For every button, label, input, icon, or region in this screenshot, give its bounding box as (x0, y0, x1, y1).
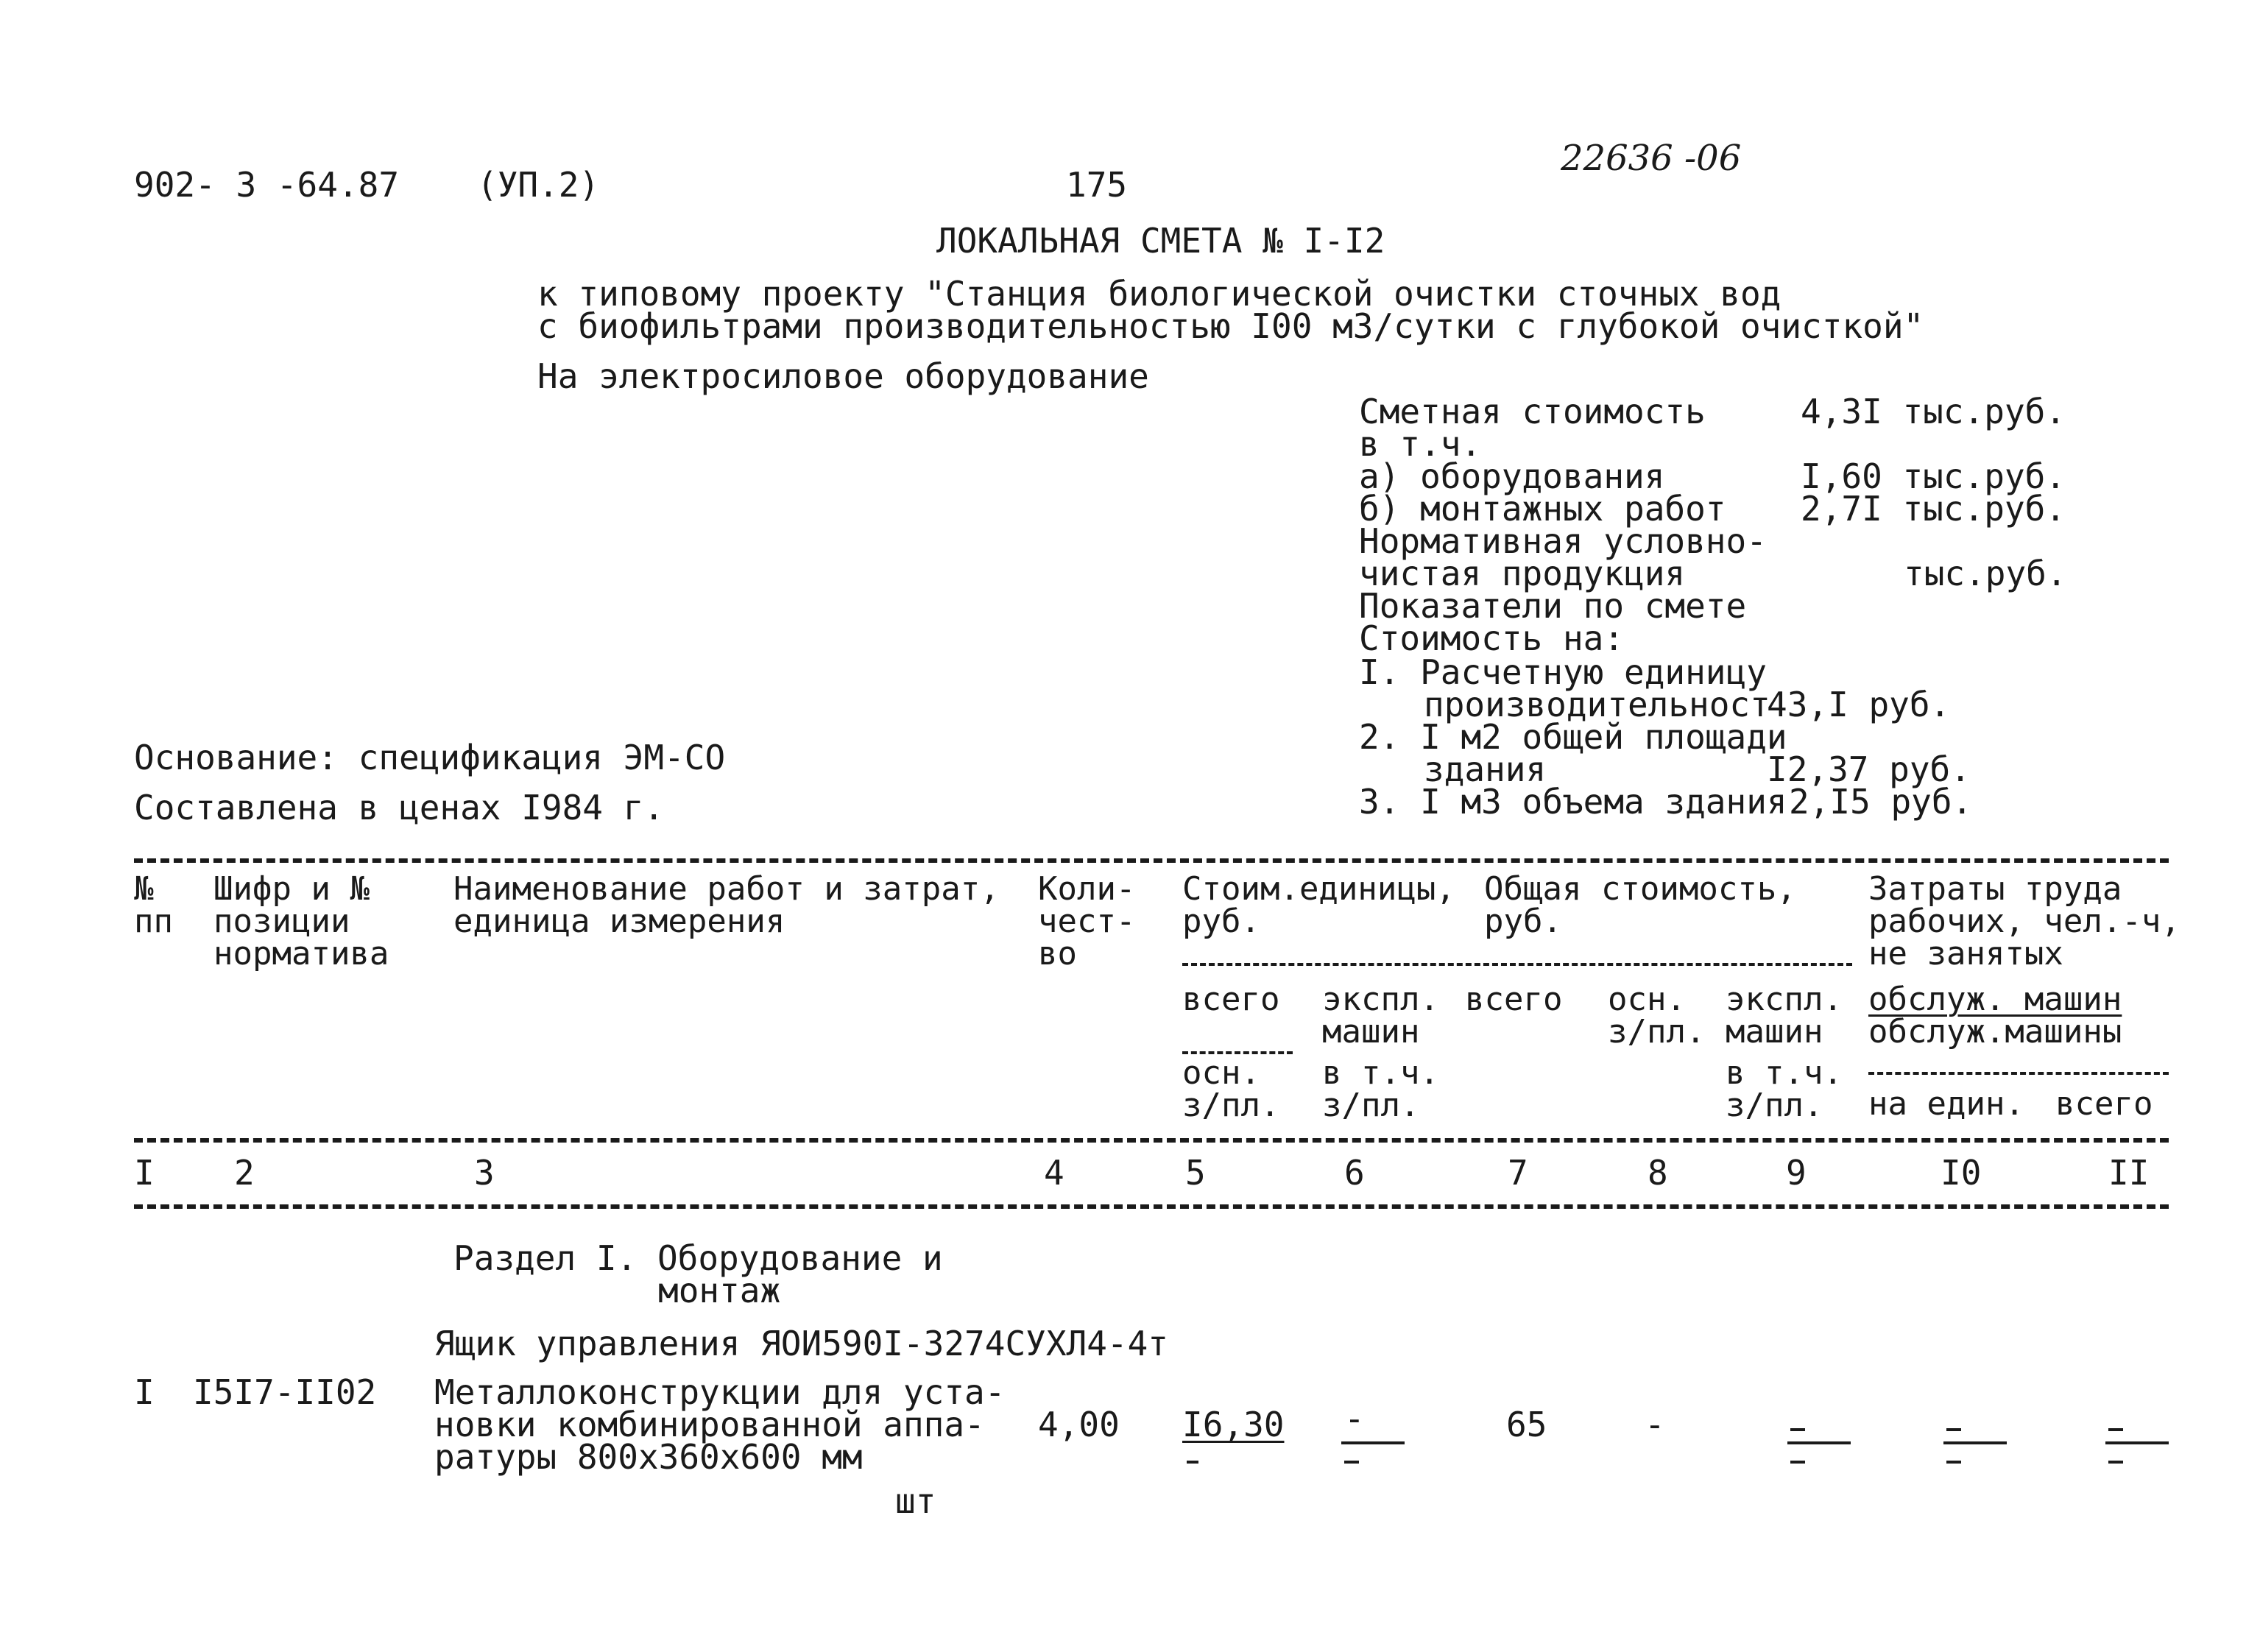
document-code: 902- 3 -64.87 (134, 165, 400, 205)
row-unit-machines-rule (1341, 1441, 1405, 1444)
row-labor-total-rule (2105, 1441, 2169, 1444)
header-col-10: на един. (1868, 1085, 2024, 1123)
section-title-2: монтаж (658, 1271, 781, 1310)
header-col-7-total: всего (1465, 981, 1563, 1018)
normative-label-2: чистая продукция (1359, 554, 1686, 593)
column-number: 9 (1786, 1153, 1807, 1193)
row-labor-unit-rule (1943, 1441, 2007, 1444)
header-col-4: Коли- чест- во (1038, 870, 1136, 973)
header-col-2: Шифр и № позиции норматива (213, 870, 389, 973)
header-labor-machines-2: обслуж.машины (1868, 1013, 2122, 1051)
header-col-11: всего (2055, 1085, 2153, 1123)
header-col-3: Наименование работ и затрат, единица измерения (453, 870, 1000, 940)
row-total-machines-wages-dash (1790, 1461, 1805, 1464)
table-top-rule (134, 858, 2169, 863)
cost-label: Сметная стоимость (1359, 392, 1706, 431)
header-total-cost: Общая стоимость, руб. (1484, 870, 1796, 940)
header-col-6-wages: в т.ч. з/пл. (1322, 1054, 1439, 1124)
row-unit-total: I6,30 (1182, 1405, 1285, 1444)
row-labor-total-dash (2108, 1428, 2123, 1431)
header-col-9-wages: в т.ч. з/пл. (1726, 1054, 1843, 1124)
row-labor-unit-wages-dash (1946, 1461, 1961, 1464)
header-labor: Затраты труда рабочих, чел.-ч, не занятых (1868, 870, 2180, 973)
indicator-2-label-1: 2. I м2 общей площади (1359, 717, 1787, 757)
header-col-6-machines: экспл. машин (1322, 981, 1439, 1051)
normative-label-1: Нормативная условно- (1359, 521, 1767, 561)
row-labor-unit-dash (1946, 1428, 1961, 1431)
column-number: 7 (1508, 1153, 1528, 1193)
row-code: I5I7-II02 (193, 1372, 377, 1412)
header-labor-machines-1: обслуж. машин (1868, 981, 2122, 1018)
indicator-2-value: I2,37 руб. (1767, 749, 1971, 789)
project-line-2: с биофильтрами производительностью I00 м3/сутки с глубокой очисткой" (537, 306, 1924, 346)
indicator-1-label-2: производительност (1424, 685, 1770, 724)
column-number: 5 (1185, 1153, 1206, 1193)
row-unit: шт (895, 1481, 936, 1521)
column-number: II (2108, 1153, 2150, 1193)
row-total: 65 (1506, 1405, 1547, 1444)
cost-value: 4,3I тыс.руб. (1801, 392, 2066, 431)
row-number: I (134, 1372, 155, 1412)
column-number: 2 (234, 1153, 255, 1193)
section-title-1: Раздел I. Оборудование и (453, 1238, 943, 1278)
equipment-label: а) оборудования (1359, 456, 1665, 496)
header-col-9-machines: экспл. машин (1726, 981, 1843, 1051)
column-number: 8 (1648, 1153, 1668, 1193)
header-mid-rule (1182, 963, 1852, 966)
indicator-3-value: 2,I5 руб. (1789, 782, 1973, 822)
incl-label: в т.ч. (1359, 424, 1482, 464)
header-col-5-total: всего (1182, 981, 1280, 1018)
page-number: 175 (1066, 165, 1128, 205)
row-name-3: ратуры 800х360х600 мм (434, 1437, 863, 1477)
row-total-machines-dash (1790, 1428, 1805, 1431)
header-col-1: № пп (134, 870, 173, 940)
project-line-1: к типовому проекту "Станция биологической очистки сточных вод (537, 274, 1781, 314)
row-unit-machines: - (1344, 1399, 1365, 1439)
equipment-value: I,60 тыс.руб. (1801, 456, 2066, 496)
row-quantity: 4,00 (1038, 1405, 1120, 1444)
column-number: 6 (1344, 1153, 1365, 1193)
header-unit-cost: Стоим.единицы, руб. (1182, 870, 1455, 940)
header-col-8-wages: осн. з/пл. (1608, 981, 1706, 1051)
column-number: I (134, 1153, 155, 1193)
mounting-value: 2,7I тыс.руб. (1801, 489, 2066, 529)
normative-value: тыс.руб. (1904, 554, 2067, 593)
header-labor-split (1868, 1072, 2169, 1075)
album-number: (УП.2) (477, 165, 600, 205)
row-name-1: Металлоконструкции для уста- (434, 1372, 1006, 1412)
prices-line: Составлена в ценах I984 г. (134, 788, 665, 827)
handwritten-number: 22636 -06 (1561, 138, 1742, 179)
column-number: 4 (1044, 1153, 1064, 1193)
estimate-subject: На электросиловое оборудование (537, 356, 1149, 396)
row-labor-total-wages-dash (2108, 1461, 2123, 1464)
column-number: 3 (474, 1153, 495, 1193)
row-unit-wages-dash (1187, 1461, 1198, 1464)
indicators-label: Показатели по смете (1359, 586, 1747, 626)
section-subheading: Ящик управления ЯОИ590I-3274СУХЛ4-4т (434, 1324, 1168, 1363)
column-numbers-rule (134, 1204, 2169, 1209)
row-total-machines-rule (1787, 1441, 1851, 1444)
header-bottom-rule (134, 1138, 2169, 1143)
row-name-2: новки комбинированной аппа- (434, 1405, 985, 1444)
row-total-wages: - (1645, 1405, 1665, 1444)
column-number: I0 (1941, 1153, 1982, 1193)
row-unit-machines-wages-dash (1344, 1461, 1359, 1464)
estimate-title: ЛОКАЛЬНАЯ СМЕТА № I-I2 (936, 221, 1385, 261)
cost-on-label: Стоимость на: (1359, 618, 1625, 658)
header-col-5-wages: осн. з/пл. (1182, 1054, 1280, 1124)
indicator-3-label: 3. I м3 объема здания (1359, 782, 1787, 822)
basis-line: Основание: спецификация ЭМ-СО (134, 738, 726, 777)
mounting-label: б) монтажных работ (1359, 489, 1726, 529)
indicator-1-value: 43,I руб. (1767, 685, 1951, 724)
indicator-2-label-2: здания (1424, 749, 1547, 789)
indicator-1-label-1: I. Расчетную единицу (1359, 652, 1767, 692)
